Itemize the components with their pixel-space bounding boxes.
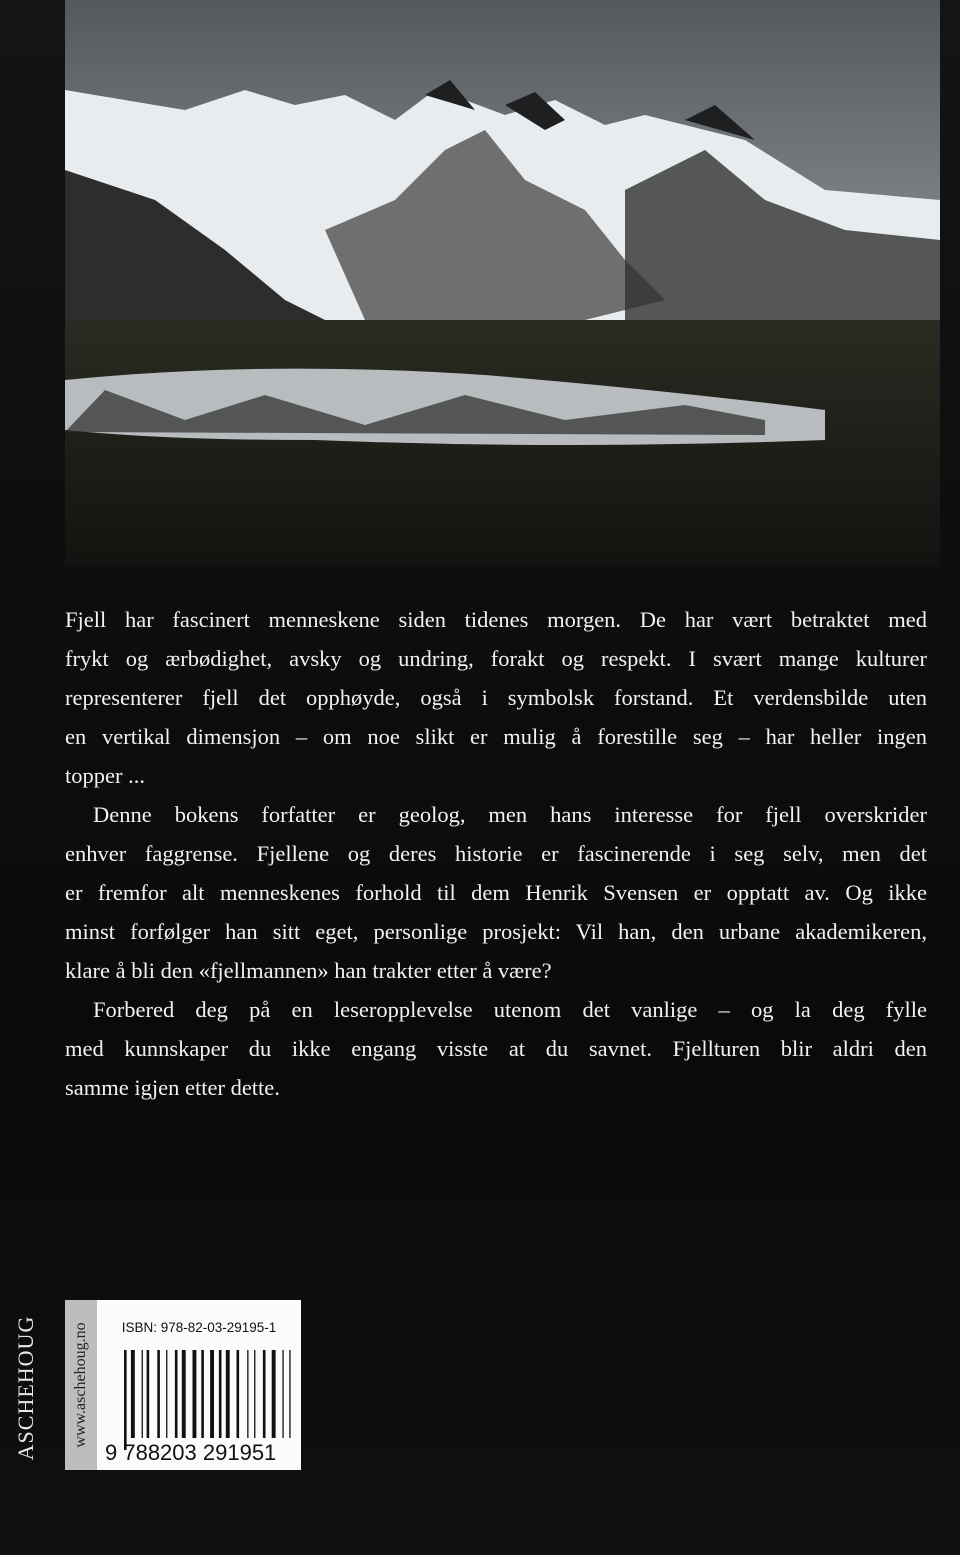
barcode-bar xyxy=(247,1350,248,1438)
blurb-line: minst forfølger han sitt eget, personlige prosjekt: Vil han, den urbane akademikeren, xyxy=(65,919,927,944)
barcode-bar xyxy=(263,1350,266,1438)
blurb-line: Forbered deg på en leseropplevelse utenom det vanlige – og la deg fylle xyxy=(93,997,927,1022)
barcode-bar xyxy=(226,1350,230,1438)
barcode-bar xyxy=(237,1350,240,1438)
blurb-line: samme igjen etter dette. xyxy=(65,1075,280,1100)
blurb-line: topper ... xyxy=(65,763,145,788)
barcode-bar xyxy=(193,1350,197,1438)
barcode-number: 9 788203 291951 xyxy=(105,1440,277,1465)
barcode-bar xyxy=(166,1350,167,1438)
barcode-bar xyxy=(210,1350,214,1438)
blurb-line: klare å bli den «fjellmannen» han trakter etter å være? xyxy=(65,958,552,983)
barcode-bar xyxy=(254,1350,255,1438)
blurb-line: Denne bokens forfatter er geolog, men hans interesse for fjell overskrider xyxy=(93,802,927,827)
isbn-label: ISBN: 978-82-03-29195-1 xyxy=(121,1320,277,1335)
barcode-bar xyxy=(289,1350,290,1438)
blurb-line: er fremfor alt menneskenes forhold til dem Henrik Svensen er opptatt av. Og ikke xyxy=(65,880,927,905)
barcode-bar xyxy=(282,1350,283,1438)
barcode-bar xyxy=(201,1350,204,1438)
publisher-logo-text: ASCHEHOUG xyxy=(13,1315,38,1460)
barcode-bar xyxy=(182,1350,186,1438)
barcode-bar xyxy=(142,1350,143,1438)
barcode xyxy=(124,1350,296,1450)
blurb-line: representerer fjell det opphøyde, også i symbolsk forstand. Et verdensbilde uten xyxy=(65,685,927,710)
blurb-paragraph-2 xyxy=(65,795,927,990)
barcode-bar xyxy=(219,1350,222,1438)
publisher-website: www.aschehoug.no xyxy=(72,1322,89,1448)
blurb-line: med kunnskaper du ikke engang visste at du savnet. Fjellturen blir aldri den xyxy=(65,1036,927,1061)
blurb-line: Fjell har fascinert menneskene siden tidenes morgen. De har vært betraktet med xyxy=(65,607,927,632)
barcode-bar xyxy=(124,1350,127,1450)
website-strip xyxy=(65,1300,97,1470)
blurb-paragraph-3 xyxy=(65,990,927,1107)
blurb-line: frykt og ærbødighet, avsky og undring, forakt og respekt. I svært mange kulturer xyxy=(65,646,927,671)
barcode-bar xyxy=(175,1350,178,1438)
mountain-lake-photo xyxy=(65,0,940,566)
blurb-paragraph-1 xyxy=(65,600,927,795)
blurb-line: enhver faggrense. Fjellene og deres historie er fascinerende i seg selv, men det xyxy=(65,841,927,866)
isbn-barcode-box xyxy=(97,1300,301,1470)
publisher-logo xyxy=(6,1300,46,1475)
barcode-bar xyxy=(272,1350,276,1438)
barcode-bar xyxy=(131,1350,135,1438)
blurb xyxy=(65,600,927,1107)
barcode-bar xyxy=(157,1350,160,1438)
barcode-bar xyxy=(147,1350,150,1438)
blurb-line: en vertikal dimensjon – om noe slikt er mulig å forestille seg – har heller ingen xyxy=(65,724,927,749)
